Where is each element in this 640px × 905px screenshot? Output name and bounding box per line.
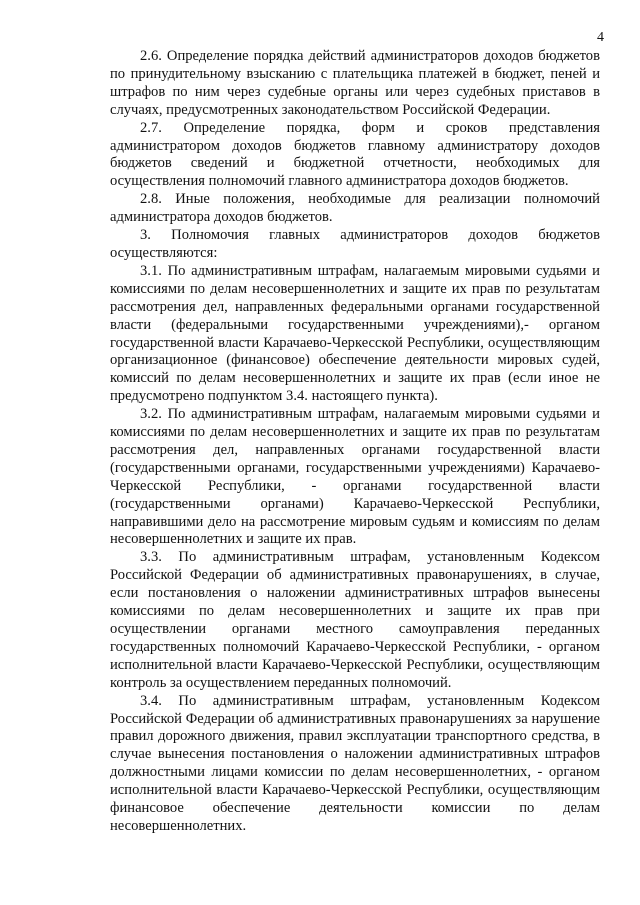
paragraph-3-3: 3.3. По административным штрафам, установленным Кодексом Российской Федерации об административных правонарушениях, в случае, если постановления о наложении административных штрафов вынесены комиссиями по делам несовершеннолетних и защите их прав при осуществлении органами местного самоуправления переданных государственных полномочий Карачаево-Черкесской Республики, - органом исполнительной власти Карачаево-Черкесской Республики, осуществляющим контроль за осуществлением переданных полномочий. xyxy=(110,549,600,691)
paragraph-2-8: 2.8. Иные положения, необходимые для реализации полномочий администратора доходов бюджетов. xyxy=(110,191,600,226)
paragraph-2-7: 2.7. Определение порядка, форм и сроков представления администратором доходов бюджетов главному администратору доходов бюджетов сведений и бюджетной отчетности, необходимых для осуществления полномочий главного администратора доходов бюджетов. xyxy=(110,119,600,190)
paragraph-2-6: 2.6. Определение порядка действий администраторов доходов бюджетов по принудительному взысканию с плательщика платежей в бюджет, пеней и штрафов по ним через судебные органы или через судебных приставов в случаях, предусмотренных законодательством Российской Федерации. xyxy=(110,48,600,118)
paragraph-3-1: 3.1. По административным штрафам, налагаемым мировыми судьями и комиссиями по делам несовершеннолетних и защите их прав по результатам рассмотрения дел, направленных федеральными органами государственной власти (федеральными государственными учреждениями),- органом государственной власти Карачаево-Черкесской Республики, осуществляющим организационное (финансовое) обеспечение деятельности мировых судей, комиссий по делам несовершеннолетних и защите их прав (если иное не предусмотрено подпунктом 3.4. настоящего пункта). xyxy=(110,262,600,405)
document-body xyxy=(110,48,600,836)
paragraph-3: 3. Полномочия главных администраторов доходов бюджетов осуществляются: xyxy=(110,227,600,261)
page-number: 4 xyxy=(597,30,604,45)
paragraph-3-4: 3.4. По административным штрафам, установленным Кодексом Российской Федерации об административных правонарушениях за нарушение правил дорожного движения, правил эксплуатации транспортного средства, в случае вынесения постановления о наложении административных штрафов должностными лицами комиссии по делам несовершеннолетних, - органом исполнительной власти Карачаево-Черкесской Республики, осуществляющим финансовое обеспечение деятельности комиссии по делам несовершеннолетних. xyxy=(110,692,600,834)
paragraph-3-2: 3.2. По административным штрафам, налагаемым мировыми судьями и комиссиями по делам несовершеннолетних и защите их прав по результатам рассмотрения дел, направленных органами государственной власти (государственными органами, государственными учреждениями) Карачаево-Черкесской Республики, - органами государственной власти (государственными органами) Карачаево-Черкесской Республики, направившими дело на рассмотрение мировым судьям и комиссиям по делам несовершеннолетних и защите их прав. xyxy=(110,406,600,548)
